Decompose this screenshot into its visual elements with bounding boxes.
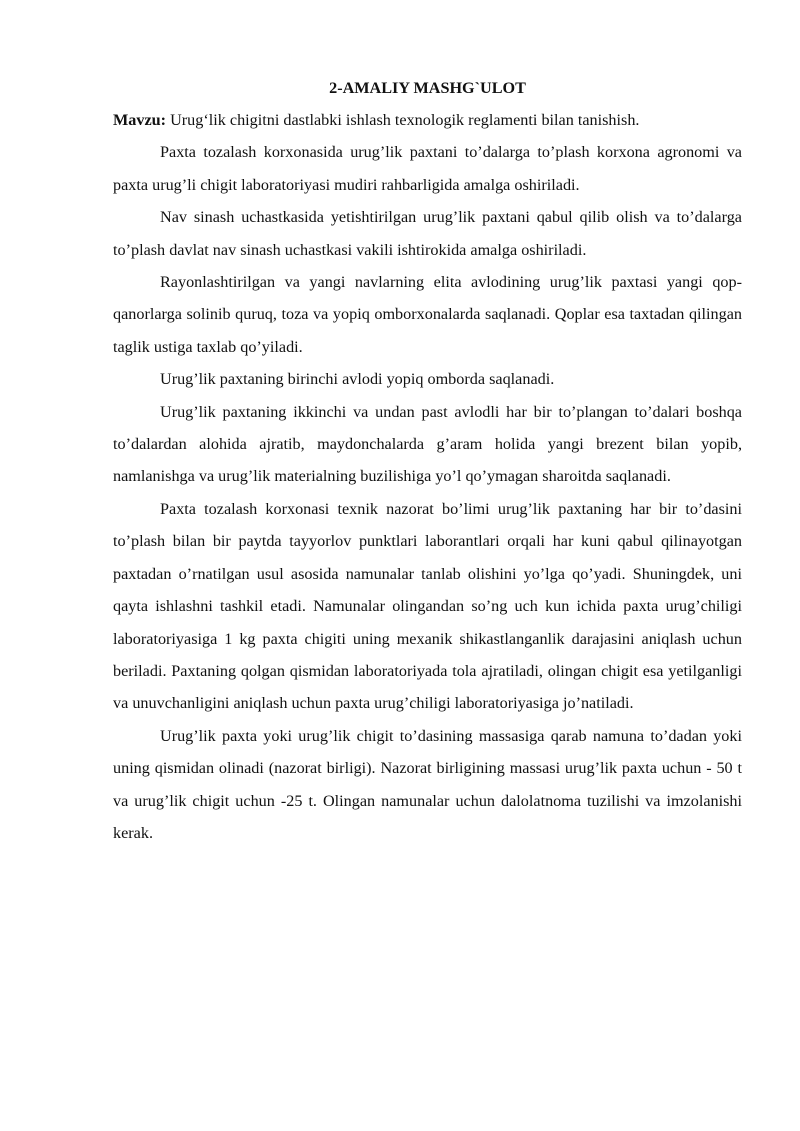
paragraph-7: Urug’lik paxta yoki urug’lik chigit to’dasining massasiga qarab namuna to’dadan yoki uning qismidan olinadi (nazorat birligi). Nazorat birligining massasi urug’lik paxta uchun - 50 t va urug’lik chigit uchun -25 t. Olingan namunalar uchun dalolatnoma tuzilishi va imzolanishi kerak. <box>113 726 742 842</box>
paragraph-1: Paxta tozalash korxonasida urug’lik paxtani to’dalarga to’plash korxona agronomi va paxta urug’li chigit laboratoriyasi mudiri rahbarligida amalga oshiriladi. <box>113 143 742 194</box>
paragraph-2: Nav sinash uchastkasida yetishtirilgan urug’lik paxtani qabul qilib olish va to’dalarga to’plash davlat nav sinash uchastkasi vakili ishtirokida amalga oshiriladi. <box>113 208 742 259</box>
page-title: 2-AMALIY MASHG`ULOT <box>329 79 526 97</box>
paragraph-5: Urug’lik paxtaning ikkinchi va undan past avlodli har bir to’plangan to’dalari boshqa to’dalardan alohida ajratib, maydonchalarda g’aram holida yangi brezent bilan yopib, namlanishga va urug’lik materialning buzilishiga yo’l qo’ymagan sharoitda saqlanadi. <box>113 402 742 486</box>
topic-label: Mavzu: <box>113 111 167 129</box>
document-body <box>113 72 742 849</box>
topic-line <box>113 104 742 136</box>
paragraph-6: Paxta tozalash korxonasi texnik nazorat bo’limi urug’lik paxtaning har bir to’dasini to’plash bilan bir paytda tayyorlov punktlari laborantlari orqali har kuni qabul qilinayotgan paxtadan o’rnatilgan usul asosida namunalar tanlab olishini yo’lga qo’yadi. Shuningdek, uni qayta ishlashni tashkil etadi. Namunalar olingandan so’ng uch kun ichida paxta urug’chiligi laboratoriyasiga 1 kg paxta chigiti uning mexanik shikastlanganlik darajasini aniqlash uchun beriladi. Paxtaning qolgan qismidan laboratoriyada tola ajratiladi, olingan chigit esa yetilganligi va unuvchanligini aniqlash uchun paxta urug’chiligi laboratoriyasiga jo’natiladi. <box>113 499 742 713</box>
paragraph-3: Rayonlashtirilgan va yangi navlarning elita avlodining urug’lik paxtasi yangi qop-qanorlarga solinib quruq, toza va yopiq omborxonalarda saqlanadi. Qoplar esa taxtadan qilingan taglik ustiga taxlab qo’yiladi. <box>113 273 742 356</box>
topic-text: Urug‘lik chigitni dastlabki ishlash texnologik reglamenti bilan tanishish. <box>166 111 640 129</box>
paragraph-4: Urug’lik paxtaning birinchi avlodi yopiq omborda saqlanadi. <box>160 370 555 389</box>
